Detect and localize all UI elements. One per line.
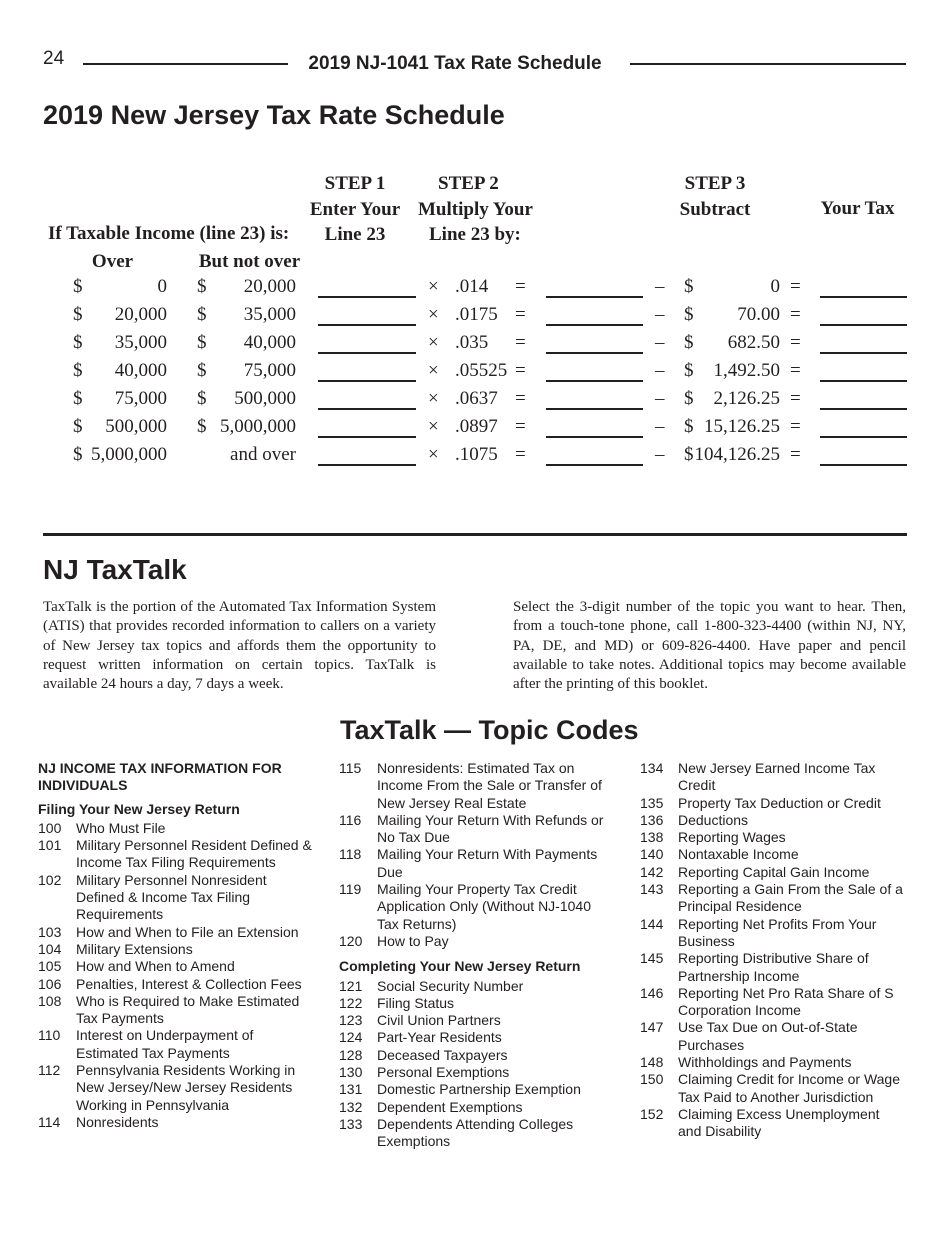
topic-code: 108 bbox=[38, 992, 62, 1009]
subtract-amount: 15,126.25 bbox=[704, 416, 780, 437]
topic-code: 138 bbox=[640, 829, 664, 846]
topic-code: 130 bbox=[339, 1064, 363, 1081]
topic-description: How and When to File an Extension bbox=[76, 923, 299, 940]
topic-code: 122 bbox=[339, 994, 363, 1011]
topic-code: 104 bbox=[38, 940, 62, 957]
product-entry-blank[interactable] bbox=[546, 352, 643, 354]
topic-code: 112 bbox=[38, 1062, 61, 1079]
topic-list bbox=[339, 760, 609, 950]
topic-item bbox=[38, 872, 313, 924]
topic-description: New Jersey Earned Income Tax Credit bbox=[678, 760, 876, 794]
topic-code: 123 bbox=[339, 1012, 363, 1029]
equals-symbol: = bbox=[790, 360, 801, 381]
product-entry-blank[interactable] bbox=[546, 324, 643, 326]
topic-item bbox=[339, 846, 609, 881]
topic-description: Deceased Taxpayers bbox=[377, 1046, 508, 1063]
topic-description: Military Personnel Resident Defined & Income Tax Filing Requirements bbox=[76, 837, 312, 871]
over-dollar-sign: $ bbox=[73, 444, 83, 465]
subtract-amount: 1,492.50 bbox=[713, 360, 780, 381]
topic-description: Claiming Excess Unemployment and Disability bbox=[678, 1105, 880, 1140]
topic-item bbox=[640, 760, 905, 795]
topic-code: 136 bbox=[640, 811, 664, 828]
taxtalk-intro-paragraph: TaxTalk is the portion of the Automated Tax Information System (ATIS) that provides recorded information to callers on a variety of New Jersey tax topics and affords them the opportunity to request written information on certain topics. TaxTalk is available 24 hours a day, 7 days a week. bbox=[43, 599, 436, 693]
topic-code: 103 bbox=[38, 923, 62, 940]
topic-item bbox=[38, 941, 313, 958]
subtract-dollar-sign: $ bbox=[684, 388, 694, 409]
topic-description: Reporting Distributive Share of Partnership Income bbox=[678, 950, 869, 984]
over-dollar-sign: $ bbox=[73, 416, 83, 437]
topic-code: 120 bbox=[339, 932, 363, 949]
line23-entry-blank[interactable] bbox=[318, 380, 416, 382]
step1-line2: Enter Your bbox=[309, 198, 401, 220]
subtract-amount: 682.50 bbox=[727, 332, 780, 353]
topic-item bbox=[339, 978, 609, 995]
notover-dollar-sign: $ bbox=[197, 332, 207, 353]
topic-code: 140 bbox=[640, 846, 664, 863]
multiply-symbol: × bbox=[428, 276, 439, 297]
topic-item bbox=[339, 812, 609, 847]
topic-item bbox=[640, 1106, 905, 1141]
topic-description: How to Pay bbox=[377, 932, 449, 949]
topic-description: Mailing Your Return With Payments Due bbox=[377, 846, 598, 880]
multiply-symbol: × bbox=[428, 304, 439, 325]
notover-dollar-sign: $ bbox=[197, 360, 207, 381]
line23-entry-blank[interactable] bbox=[318, 408, 416, 410]
tax-rate: .1075 bbox=[455, 444, 498, 465]
subtract-dollar-sign: $ bbox=[684, 360, 694, 381]
subtract-amount: 104,126.25 bbox=[694, 444, 780, 465]
notover-amount: 75,000 bbox=[243, 360, 296, 381]
step1-header bbox=[305, 171, 405, 248]
over-amount: 35,000 bbox=[114, 332, 167, 353]
over-amount: 75,000 bbox=[114, 388, 167, 409]
topic-description: Reporting Capital Gain Income bbox=[678, 863, 870, 880]
topic-code: 150 bbox=[640, 1071, 664, 1088]
topic-code: 145 bbox=[640, 950, 664, 967]
header-rule-right bbox=[630, 63, 906, 65]
equals-symbol: = bbox=[515, 360, 526, 381]
section-divider bbox=[43, 533, 907, 536]
income-range-header: If Taxable Income (line 23) is: bbox=[48, 223, 290, 244]
step3-header bbox=[665, 171, 765, 222]
over-amount: 500,000 bbox=[105, 416, 167, 437]
topic-code: 102 bbox=[38, 871, 62, 888]
topic-description: Mailing Your Return With Refunds or No Tax Due bbox=[377, 811, 604, 846]
topic-column-2 bbox=[339, 760, 609, 1151]
topic-description: Use Tax Due on Out-of-State Purchases bbox=[678, 1019, 858, 1053]
header-rule-left bbox=[83, 63, 288, 65]
line23-entry-blank[interactable] bbox=[318, 324, 416, 326]
topic-item bbox=[339, 1029, 609, 1046]
topic-description: Withholdings and Payments bbox=[678, 1054, 852, 1071]
subtract-dollar-sign: $ bbox=[684, 304, 694, 325]
topic-code: 146 bbox=[640, 984, 664, 1001]
topic-code: 110 bbox=[38, 1027, 61, 1044]
your-tax-entry-blank[interactable] bbox=[820, 296, 907, 298]
topic-description: Property Tax Deduction or Credit bbox=[678, 794, 881, 811]
product-entry-blank[interactable] bbox=[546, 296, 643, 298]
topic-item bbox=[38, 958, 313, 975]
topic-item bbox=[339, 1012, 609, 1029]
step2-line2: Multiply Your bbox=[418, 198, 533, 220]
topic-description: Reporting Net Profits From Your Business bbox=[678, 915, 877, 949]
topic-code: 100 bbox=[38, 819, 62, 836]
topic-code: 148 bbox=[640, 1054, 664, 1071]
topic-item bbox=[339, 1047, 609, 1064]
topic-code: 144 bbox=[640, 915, 664, 932]
step2-header bbox=[408, 171, 548, 248]
topic-item bbox=[640, 795, 905, 812]
topic-description: Military Extensions bbox=[76, 940, 193, 957]
step3-line2: Subtract bbox=[679, 198, 751, 220]
tax-rate: .05525 bbox=[455, 360, 508, 381]
topic-description: Who is Required to Make Estimated Tax Payments bbox=[76, 992, 300, 1027]
topic-item bbox=[640, 950, 905, 985]
topic-description: Interest on Underpayment of Estimated Tax Payments bbox=[76, 1027, 254, 1061]
topic-description: How and When to Amend bbox=[76, 958, 235, 975]
topic-item bbox=[640, 812, 905, 829]
topic-description: Domestic Partnership Exemption bbox=[377, 1081, 581, 1098]
topic-description: Dependents Attending Colleges Exemptions bbox=[377, 1115, 574, 1150]
line23-entry-blank[interactable] bbox=[318, 352, 416, 354]
tax-rate: .014 bbox=[455, 276, 489, 297]
subtract-dollar-sign: $ bbox=[684, 276, 694, 297]
over-amount: 40,000 bbox=[114, 360, 167, 381]
product-entry-blank[interactable] bbox=[546, 436, 643, 438]
topic-item bbox=[640, 881, 905, 916]
taxtalk-title: NJ TaxTalk bbox=[43, 554, 187, 585]
topic-code: 119 bbox=[339, 881, 362, 898]
product-entry-blank[interactable] bbox=[546, 380, 643, 382]
minus-symbol: – bbox=[655, 332, 665, 353]
topic-description: Civil Union Partners bbox=[377, 1012, 501, 1029]
equals-symbol: = bbox=[515, 388, 526, 409]
topic-item bbox=[339, 1116, 609, 1151]
topic-item bbox=[38, 1062, 313, 1114]
topic-item bbox=[339, 1081, 609, 1098]
notover-amount: 40,000 bbox=[243, 332, 296, 353]
topic-column-1 bbox=[38, 760, 313, 1131]
subtract-dollar-sign: $ bbox=[684, 444, 694, 465]
topic-description: Who Must File bbox=[76, 819, 166, 836]
taxtalk-instructions-paragraph: Select the 3-digit number of the topic you want to hear. Then, from a touch-tone phone, call 1-800-323-4400 (within NJ, NY, PA, DE, and MD) or 609-826-4400. Have paper and pencil available to take notes. Additional topics may become available after the printing of this booklet. bbox=[513, 599, 906, 693]
topic-description: Reporting Wages bbox=[678, 829, 786, 846]
your-tax-header: Your Tax bbox=[820, 198, 895, 219]
topic-codes-title: TaxTalk — Topic Codes bbox=[340, 715, 639, 745]
tax-rate: .0637 bbox=[455, 388, 498, 409]
but-not-over-header: But not over bbox=[198, 251, 301, 272]
equals-symbol: = bbox=[515, 416, 526, 437]
subtract-amount: 0 bbox=[770, 276, 780, 297]
topic-code: 142 bbox=[640, 863, 664, 880]
topic-code: 147 bbox=[640, 1019, 664, 1036]
multiply-symbol: × bbox=[428, 416, 439, 437]
notover-dollar-sign: $ bbox=[197, 416, 207, 437]
line23-entry-blank[interactable] bbox=[318, 296, 416, 298]
topic-item bbox=[339, 1099, 609, 1116]
topic-item bbox=[640, 846, 905, 863]
topic-description: Part-Year Residents bbox=[377, 1029, 502, 1046]
notover-amount: 20,000 bbox=[243, 276, 296, 297]
running-title: 2019 NJ-1041 Tax Rate Schedule bbox=[308, 53, 602, 74]
topic-code: 101 bbox=[38, 837, 62, 854]
over-dollar-sign: $ bbox=[73, 388, 83, 409]
subtract-dollar-sign: $ bbox=[684, 416, 694, 437]
topic-item bbox=[640, 916, 905, 951]
multiply-symbol: × bbox=[428, 332, 439, 353]
topic-code: 133 bbox=[339, 1115, 363, 1132]
equals-symbol: = bbox=[790, 388, 801, 409]
your-tax-entry-blank[interactable] bbox=[820, 464, 907, 466]
tax-rate: .0175 bbox=[455, 304, 498, 325]
notover-dollar-sign: $ bbox=[197, 276, 207, 297]
topic-item bbox=[339, 995, 609, 1012]
topic-item bbox=[38, 837, 313, 872]
topic-item bbox=[339, 881, 609, 933]
your-tax-entry-blank[interactable] bbox=[820, 352, 907, 354]
over-amount: 0 bbox=[157, 276, 167, 297]
topic-item bbox=[38, 820, 313, 837]
filing-return-subheading: Filing Your New Jersey Return bbox=[38, 800, 240, 817]
notover-dollar-sign: $ bbox=[197, 388, 207, 409]
step1-label: STEP 1 bbox=[324, 173, 386, 194]
line23-entry-blank[interactable] bbox=[318, 464, 416, 466]
topic-code: 152 bbox=[640, 1105, 664, 1122]
notover-amount: and over bbox=[230, 444, 296, 465]
topic-item bbox=[38, 1114, 313, 1131]
notover-dollar-sign: $ bbox=[197, 304, 207, 325]
topic-list bbox=[339, 978, 609, 1151]
equals-symbol: = bbox=[790, 332, 801, 353]
topic-code: 106 bbox=[38, 975, 62, 992]
topic-code: 114 bbox=[38, 1113, 61, 1130]
over-amount: 20,000 bbox=[114, 304, 167, 325]
notover-amount: 5,000,000 bbox=[220, 416, 296, 437]
topic-list bbox=[38, 820, 313, 1131]
topic-code: 134 bbox=[640, 760, 664, 776]
tax-rate: .035 bbox=[455, 332, 489, 353]
topic-code: 105 bbox=[38, 958, 62, 975]
equals-symbol: = bbox=[515, 304, 526, 325]
over-amount: 5,000,000 bbox=[91, 444, 167, 465]
line23-entry-blank[interactable] bbox=[318, 436, 416, 438]
product-entry-blank[interactable] bbox=[546, 464, 643, 466]
topic-code: 124 bbox=[339, 1029, 363, 1046]
page-number: 24 bbox=[43, 48, 65, 69]
minus-symbol: – bbox=[655, 416, 665, 437]
step1-line3: Line 23 bbox=[324, 224, 386, 245]
topic-column-3 bbox=[640, 760, 905, 1141]
minus-symbol: – bbox=[655, 276, 665, 297]
topic-item bbox=[38, 1027, 313, 1062]
topic-item bbox=[640, 829, 905, 846]
topic-list bbox=[640, 760, 905, 1141]
topic-description: Nonresidents bbox=[76, 1113, 159, 1130]
topic-item bbox=[640, 985, 905, 1020]
topic-code: 131 bbox=[339, 1081, 363, 1098]
equals-symbol: = bbox=[790, 276, 801, 297]
multiply-symbol: × bbox=[428, 388, 439, 409]
topic-item bbox=[640, 1071, 905, 1106]
your-tax-entry-blank[interactable] bbox=[820, 408, 907, 410]
topic-description: Personal Exemptions bbox=[377, 1064, 510, 1081]
topic-item bbox=[38, 993, 313, 1028]
topic-description: Nonresidents: Estimated Tax on Income From the Sale or Transfer of New Jersey Real Estate bbox=[377, 760, 602, 811]
minus-symbol: – bbox=[655, 444, 665, 465]
subtract-amount: 2,126.25 bbox=[713, 388, 780, 409]
step3-label: STEP 3 bbox=[684, 173, 746, 194]
over-header: Over bbox=[91, 251, 134, 272]
over-dollar-sign: $ bbox=[73, 304, 83, 325]
notover-amount: 35,000 bbox=[243, 304, 296, 325]
equals-symbol: = bbox=[515, 276, 526, 297]
topic-code: 143 bbox=[640, 881, 664, 898]
step2-line3: Line 23 by: bbox=[429, 224, 521, 245]
step2-label: STEP 2 bbox=[438, 173, 499, 194]
minus-symbol: – bbox=[655, 304, 665, 325]
topic-item bbox=[38, 924, 313, 941]
subtract-dollar-sign: $ bbox=[684, 332, 694, 353]
equals-symbol: = bbox=[515, 444, 526, 465]
topic-item bbox=[640, 864, 905, 881]
over-dollar-sign: $ bbox=[73, 332, 83, 353]
topic-description: Military Personnel Nonresident Defined & Income Tax Filing Requirements bbox=[76, 871, 267, 923]
topic-code: 132 bbox=[339, 1098, 363, 1115]
minus-symbol: – bbox=[655, 388, 665, 409]
topic-description: Dependent Exemptions bbox=[377, 1098, 523, 1115]
product-entry-blank[interactable] bbox=[546, 408, 643, 410]
multiply-symbol: × bbox=[428, 360, 439, 381]
topic-item bbox=[640, 1019, 905, 1054]
over-dollar-sign: $ bbox=[73, 276, 83, 297]
topic-item bbox=[339, 1064, 609, 1081]
topic-description: Deductions bbox=[678, 811, 749, 828]
topic-code: 116 bbox=[339, 811, 362, 828]
schedule-title: 2019 New Jersey Tax Rate Schedule bbox=[43, 100, 505, 130]
equals-symbol: = bbox=[790, 444, 801, 465]
topic-item bbox=[640, 1054, 905, 1071]
topic-code: 118 bbox=[339, 846, 362, 863]
topic-description: Reporting a Gain From the Sale of a Principal Residence bbox=[678, 881, 903, 915]
equals-symbol: = bbox=[790, 416, 801, 437]
topic-description: Mailing Your Property Tax Credit Application Only (Without NJ-1040 Tax Returns) bbox=[377, 881, 591, 932]
topic-description: Social Security Number bbox=[377, 977, 524, 994]
topic-description: Claiming Credit for Income or Wage Tax Paid to Another Jurisdiction bbox=[678, 1071, 901, 1105]
equals-symbol: = bbox=[790, 304, 801, 325]
topic-description: Penalties, Interest & Collection Fees bbox=[76, 975, 302, 992]
multiply-symbol: × bbox=[428, 444, 439, 465]
notover-amount: 500,000 bbox=[234, 388, 296, 409]
topic-description: Filing Status bbox=[377, 994, 455, 1011]
topic-code: 115 bbox=[339, 760, 362, 776]
topic-code: 128 bbox=[339, 1046, 363, 1063]
topic-code: 135 bbox=[640, 794, 664, 811]
topic-description: Reporting Net Pro Rata Share of S Corporation Income bbox=[678, 984, 894, 1019]
completing-return-subheading: Completing Your New Jersey Return bbox=[339, 958, 581, 975]
individuals-heading: NJ INCOME TAX INFORMATION FOR INDIVIDUALS bbox=[38, 760, 282, 794]
topic-description: Pennsylvania Residents Working in New Jersey/New Jersey Residents Working in Pennsylvania bbox=[76, 1062, 296, 1113]
subtract-amount: 70.00 bbox=[737, 304, 780, 325]
topic-description: Nontaxable Income bbox=[678, 846, 799, 863]
equals-symbol: = bbox=[515, 332, 526, 353]
topic-item bbox=[339, 760, 609, 812]
over-dollar-sign: $ bbox=[73, 360, 83, 381]
tax-rate: .0897 bbox=[455, 416, 498, 437]
your-tax-entry-blank[interactable] bbox=[820, 436, 907, 438]
topic-item bbox=[339, 933, 609, 950]
topic-item bbox=[38, 976, 313, 993]
topic-code: 121 bbox=[339, 977, 363, 994]
your-tax-entry-blank[interactable] bbox=[820, 324, 907, 326]
minus-symbol: – bbox=[655, 360, 665, 381]
your-tax-entry-blank[interactable] bbox=[820, 380, 907, 382]
